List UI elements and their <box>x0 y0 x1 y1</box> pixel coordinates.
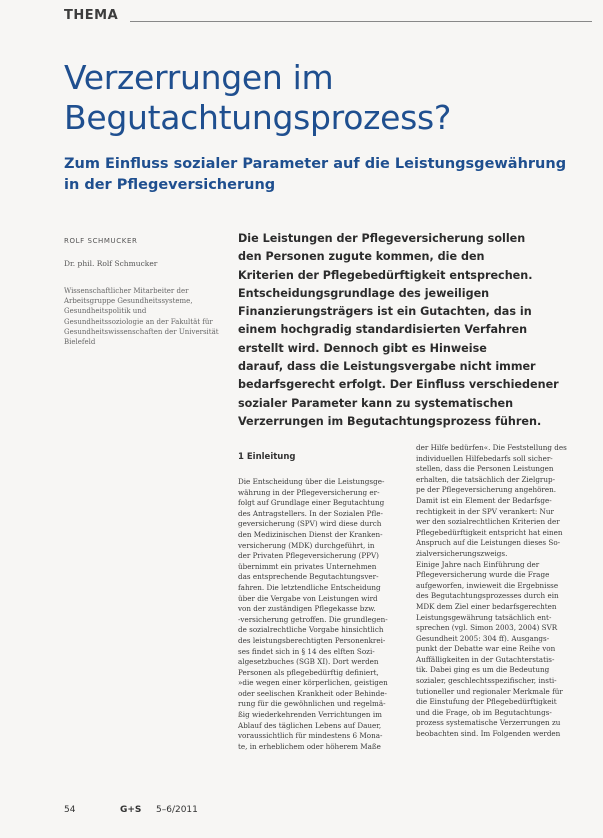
article-subtitle: Zum Einfluss sozialer Parameter auf die Leistungsgewährung in der Pflegeversicherung <box>64 156 567 193</box>
body-column-left: Die Entscheidung über die Leistungsge- währung in der Pflegeversicherung er- folgt auf Grundlage einer Begutachtung des Antragstellers. In der Sozialen Pfle- geversicherung (SPV) wird diese durch den Medizinischen Dienst der Kranken- versicherung (MDK) durchgeführt, in der Privaten Pflegeversicherung (PPV) übernimmt ein privates Unternehmen das entsprechende Begutachtungsver- fahren. Die letztendliche Entscheidung über die Vergabe von Leistungen wird von der zuständigen Pflegekasse bzw. -versicherung getroffen. Die grundlegen- de sozialrechtliche Vorgabe hinsichtlich des leistungsberechtigten Personenkrei- ses findet sich in § 14 des elften Sozi- algesetzbuches (SGB XI). Dort werden Personen als pflegebedürftig definiert, »die wegen einer körperlichen, geistigen oder seelischen Krankheit oder Behinde- rung für die gewöhnlichen und regelmä- ßig wiederkehrenden Verrichtungen im Ablauf des täglichen Lebens auf Dauer, voraussichtlich für mindestens 6 Mona- te, in erheblichem oder höherem Maße <box>238 477 388 751</box>
page-footer <box>64 805 584 821</box>
author-bio: Wissenschaftlicher Mitarbeiter der Arbeitsgruppe Gesundheitssysteme, Gesundheitspolitik und Gesundheitssoziologie an der Fakultät für Gesundheitswissenschaften der Universität Bielefeld <box>64 287 219 347</box>
page-number: 54 <box>64 805 76 815</box>
issue-number: 5–6/2011 <box>156 805 198 815</box>
article-abstract: Die Leistungen der Pflegeversicherung sollen den Personen zugute kommen, die den Kriterien der Pflegebedürftigkeit entsprechen. Entscheidungsgrundlage des jeweiligen Finanzierungsträgers ist ein Gutachten, das in einem hochgradig standardisierten Verfahren erstellt wird. Dennoch gibt es Hinweise darauf, dass die Leistungsvergabe nicht immer bedarfsgerecht erfolgt. Der Einfluss verschiedener sozialer Parameter kann zu systematischen Verzerrungen im Begutachtungsprozess führen. <box>238 232 559 428</box>
journal-logo: G+S <box>120 805 142 815</box>
section-label: THEMA <box>64 8 119 23</box>
author-name: ROLF SCHMUCKER <box>64 237 138 245</box>
section-heading: 1 Einleitung <box>238 452 296 462</box>
article-title: Verzerrungen im Begutachtungsprozess? <box>64 58 452 137</box>
section-header <box>64 8 592 26</box>
header-rule <box>130 21 592 22</box>
body-column-right: der Hilfe bedürfen«. Die Feststellung des individuellen Hilfebedarfs soll sicher- stellen, dass die Personen Leistungen erhalten, die tatsächlich der Zielgrup- pe der Pflegeversicherung angehören. Damit ist ein Element der Bedarfsge- rechtigkeit in der SPV verankert: Nur wer den sozialrechtlichen Kriterien der Pflegebedürftigkeit entspricht hat einen Anspruch auf die Leistungen dieses So- zialversicherungszweigs. Einige Jahre nach Einführung der Pflegeversicherung wurde die Frage aufgeworfen, inwieweit die Ergebnisse des Begutachtungsprozesses durch ein MDK dem Ziel einer bedarfsgerechten Leistungsgewährung tatsächlich ent- sprechen (vgl. Simon 2003, 2004) SVR Gesundheit 2005: 304 ff). Ausgangs- punkt der Debatte war eine Reihe von Auffälligkeiten in der Gutachterstatis- tik. Dabei ging es um die Bedeutung sozialer, geschlechtsspezifischer, insti- tutioneller und regionaler Merkmale für die Einstufung der Pflegebedürftigkeit und die Frage, ob im Begutachtungs- prozess systematische Verzerrungen zu beobachten sind. Im Folgenden werden <box>416 443 567 739</box>
author-title: Dr. phil. Rolf Schmucker <box>64 259 158 268</box>
